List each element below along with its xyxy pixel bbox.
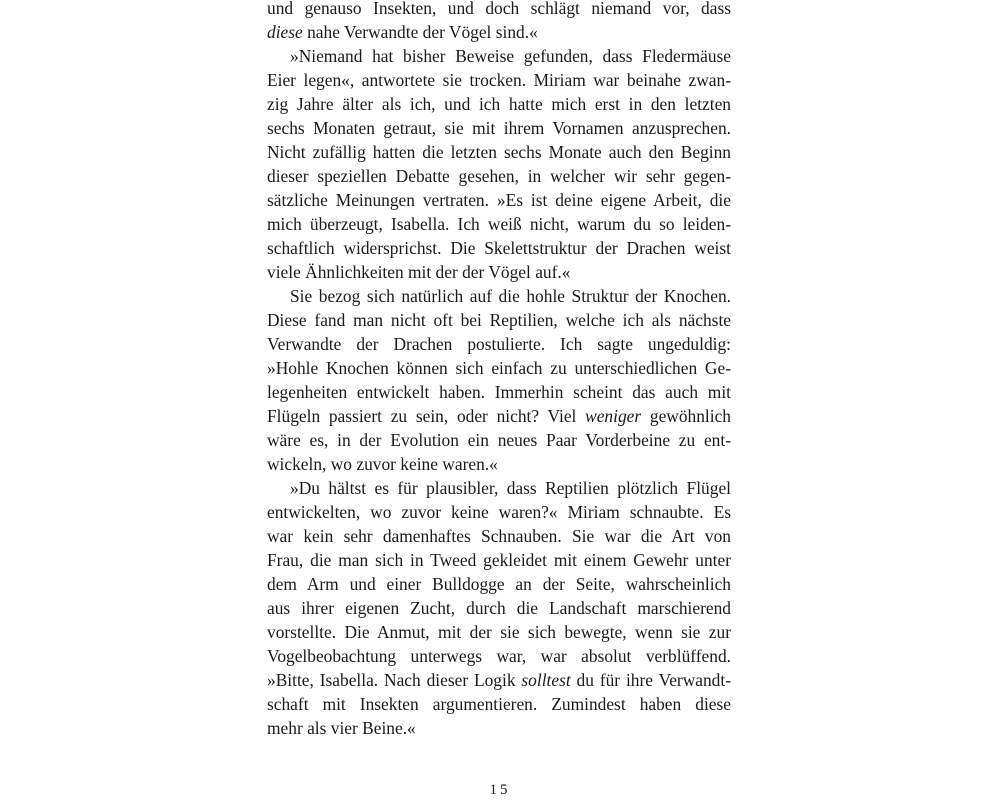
text-line: wäre es, in der Evolution ein neues Paar Vorderbeine zu ent-	[267, 430, 731, 450]
text-segment: gewöhnlich	[641, 406, 731, 426]
text-line: wickeln, wo zuvor keine waren.«	[267, 454, 498, 474]
text-line: Sie bezog sich natürlich auf die hohle Struktur der Knochen.	[290, 286, 731, 306]
text-line: dieser speziellen Debatte gesehen, in welcher wir sehr gegen-	[267, 166, 731, 186]
text-line: dem Arm und einer Bulldogge an der Seite, wahrscheinlich	[267, 574, 731, 594]
text-line: sechs Monaten getraut, sie mit ihrem Vornamen anzusprechen.	[267, 118, 731, 138]
text-line: Vogelbeobachtung unterwegs war, war absolut verblüffend.	[267, 646, 731, 666]
text-segment: Flügeln passiert zu sein, oder nicht? Viel	[267, 406, 586, 426]
page-number: 15	[489, 782, 511, 798]
text-line: »Niemand hat bisher Beweise gefunden, dass Fledermäuse	[290, 46, 731, 66]
text-line	[267, 404, 731, 428]
text-line: war kein sehr damenhaftes Schnauben. Sie war die Art von	[267, 526, 731, 546]
text-line: Diese fand man nicht oft bei Reptilien, welche ich als nächste	[267, 310, 731, 330]
text-line: viele Ähnlichkeiten mit der der Vögel auf.«	[267, 262, 571, 282]
text-line: vorstellte. Die Anmut, mit der sie sich bewegte, wenn sie zur	[267, 622, 731, 642]
text-line: sätzliche Meinungen vertraten. »Es ist deine eigene Arbeit, die	[267, 190, 731, 210]
text-line	[267, 20, 731, 44]
text-segment: du für ihre Verwandt-	[570, 670, 731, 690]
text-line: legenheiten entwickelt haben. Immerhin scheint das auch mit	[267, 382, 731, 402]
text-line: und genauso Insekten, und doch schlägt niemand vor, dass	[267, 0, 731, 18]
italic-text: weniger	[585, 406, 642, 426]
text-line: mehr als vier Beine.«	[267, 718, 416, 738]
text-line: Verwandte der Drachen postulierte. Ich sagte ungeduldig:	[267, 334, 731, 354]
text-line	[267, 668, 731, 692]
text-line: Frau, die man sich in Tweed gekleidet mit einem Gewehr unter	[267, 550, 731, 570]
text-line: Eier legen«, antwortete sie trocken. Miriam war beinahe zwan-	[267, 70, 731, 90]
text-line: »Hohle Knochen können sich einfach zu unterschiedlichen Ge-	[267, 358, 731, 378]
text-segment: nahe Verwandte der Vögel sind.«	[302, 22, 538, 42]
text-line: schaft mit Insekten argumentieren. Zumindest haben diese	[267, 694, 731, 714]
text-segment: »Bitte, Isabella. Nach dieser Logik	[267, 670, 522, 690]
text-line: schaftlich widersprichst. Die Skelettstruktur der Drachen weist	[267, 238, 731, 258]
text-line: entwickelten, wo zuvor keine waren?« Miriam schnaubte. Es	[267, 502, 731, 522]
text-line: aus ihrer eigenen Zucht, durch die Landschaft marschierend	[267, 598, 731, 618]
italic-text: diese	[267, 22, 303, 42]
text-line: zig Jahre älter als ich, und ich hatte mich erst in den letzten	[267, 94, 731, 114]
italic-text: solltest	[521, 670, 571, 690]
text-line: Nicht zufällig hatten die letzten sechs Monate auch den Beginn	[267, 142, 731, 162]
text-line: mich überzeugt, Isabella. Ich weiß nicht, warum du so leiden-	[267, 214, 731, 234]
text-line: »Du hältst es für plausibler, dass Reptilien plötzlich Flügel	[290, 478, 731, 498]
body-text	[267, 0, 731, 740]
